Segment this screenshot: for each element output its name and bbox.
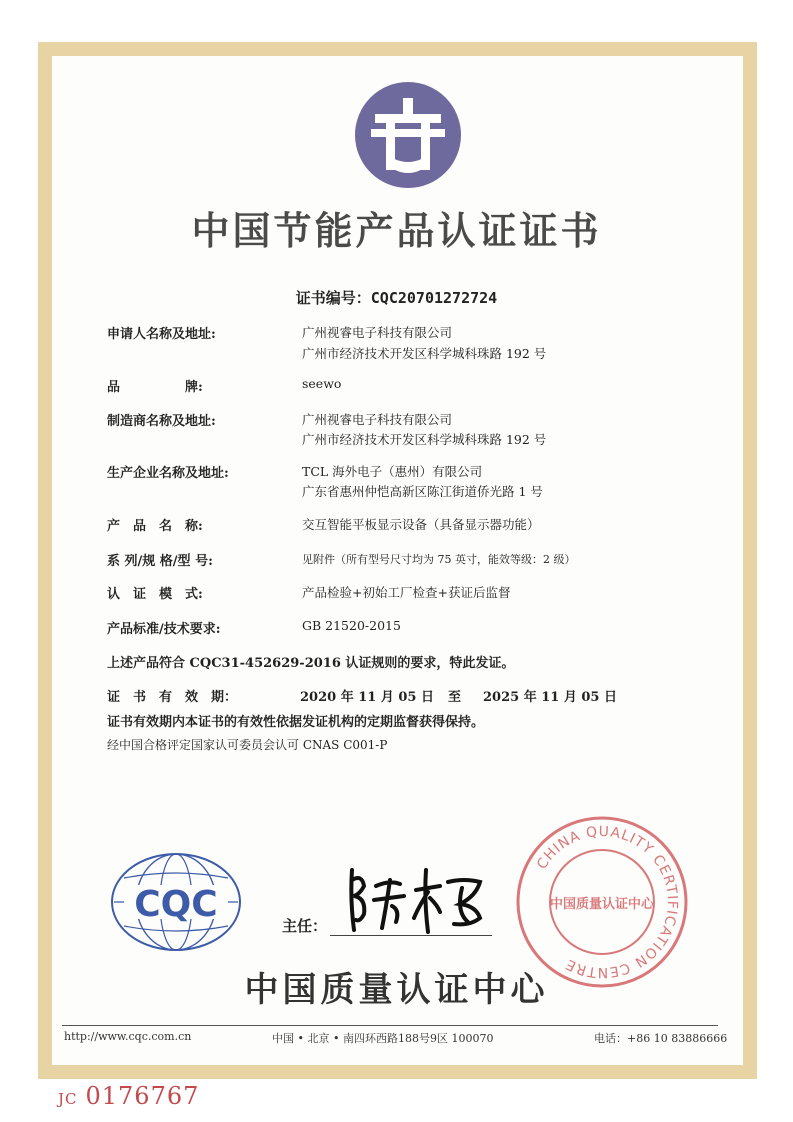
cert-mode-label: 认 证 模 式: [107,587,203,602]
factory-address: 广东省惠州仲恺高新区陈江街道侨光路 1 号 [302,484,543,499]
cqc-logo-icon [110,852,242,952]
conformity-statement: 上述产品符合 CQC31-452629-2016 认证规则的要求，特此发证。 [107,656,515,671]
model-label: 系 列/规 格/型 号: [107,554,213,569]
validity-label: 证 书 有 效 期： [107,690,238,705]
manufacturer-label: 制造商名称及地址: [107,414,216,429]
validity-start: 2020 年 11 月 05 日 [300,690,434,705]
energy-saving-emblem-icon [353,80,463,190]
issuer-name: 中国质量认证中心 [244,970,549,1010]
director-signature [330,860,500,936]
serial-number [58,1082,199,1110]
serial-value: 0176767 [85,1082,200,1110]
factory-name: TCL 海外电子（惠州）有限公司 [302,464,483,479]
signature-line [330,935,492,936]
serial-prefix: JC [58,1090,78,1108]
manufacturer-address: 广州市经济技术开发区科学城科珠路 192 号 [302,432,547,447]
validity-end: 2025 年 11 月 05 日 [483,690,617,705]
cert-mode-value: 产品检验+初始工厂检查+获证后监督 [302,585,511,600]
validity-note: 证书有效期内本证书的有效性依据发证机构的定期监督获得保持。 [107,715,485,730]
certificate-number-value: CQC20701272724 [370,289,498,307]
director-label: 主任： [282,917,328,935]
applicant-label: 申请人名称及地址: [107,327,216,342]
standard-value: GB 21520-2015 [302,618,401,633]
applicant-name: 广州视睿电子科技有限公司 [302,325,453,340]
footer-website: http://www.cqc.com.cn [64,1030,192,1043]
certificate-number-label: 证书编号： [295,289,371,307]
certificate-number [0,287,793,308]
seal-inner-text: 中国质量认证中心 [549,897,655,912]
product-name-value: 交互智能平板显示设备（具备显示器功能） [302,517,540,532]
model-value: 见附件（所有型号尺寸均为 75 英寸，能效等级：2 级） [302,553,576,566]
brand-value: seewo [302,376,342,391]
certificate-title: 中国节能产品认证证书 [191,209,602,253]
footer-phone: 电话：+86 10 83886666 [594,1032,728,1045]
footer-address: 中国 • 北京 • 南四环西路188号9区 100070 [272,1032,494,1045]
footer-divider [62,1025,718,1026]
accreditation-note: 经中国合格评定国家认可委员会认可 CNAS C001-P [107,738,388,752]
factory-label: 生产企业名称及地址: [107,466,229,481]
cqc-logo-text: CQC [134,884,218,925]
applicant-address: 广州市经济技术开发区科学城科珠路 192 号 [302,346,547,361]
seal-outer-text: CHINA QUALITY CERTIFICATION CENTRE [533,823,681,981]
manufacturer-name: 广州视睿电子科技有限公司 [302,412,453,427]
brand-label: 品 牌: [107,380,203,395]
validity-to: 至 [448,690,462,705]
product-name-label: 产 品 名 称: [107,519,203,534]
standard-label: 产品标准/技术要求: [107,622,221,637]
